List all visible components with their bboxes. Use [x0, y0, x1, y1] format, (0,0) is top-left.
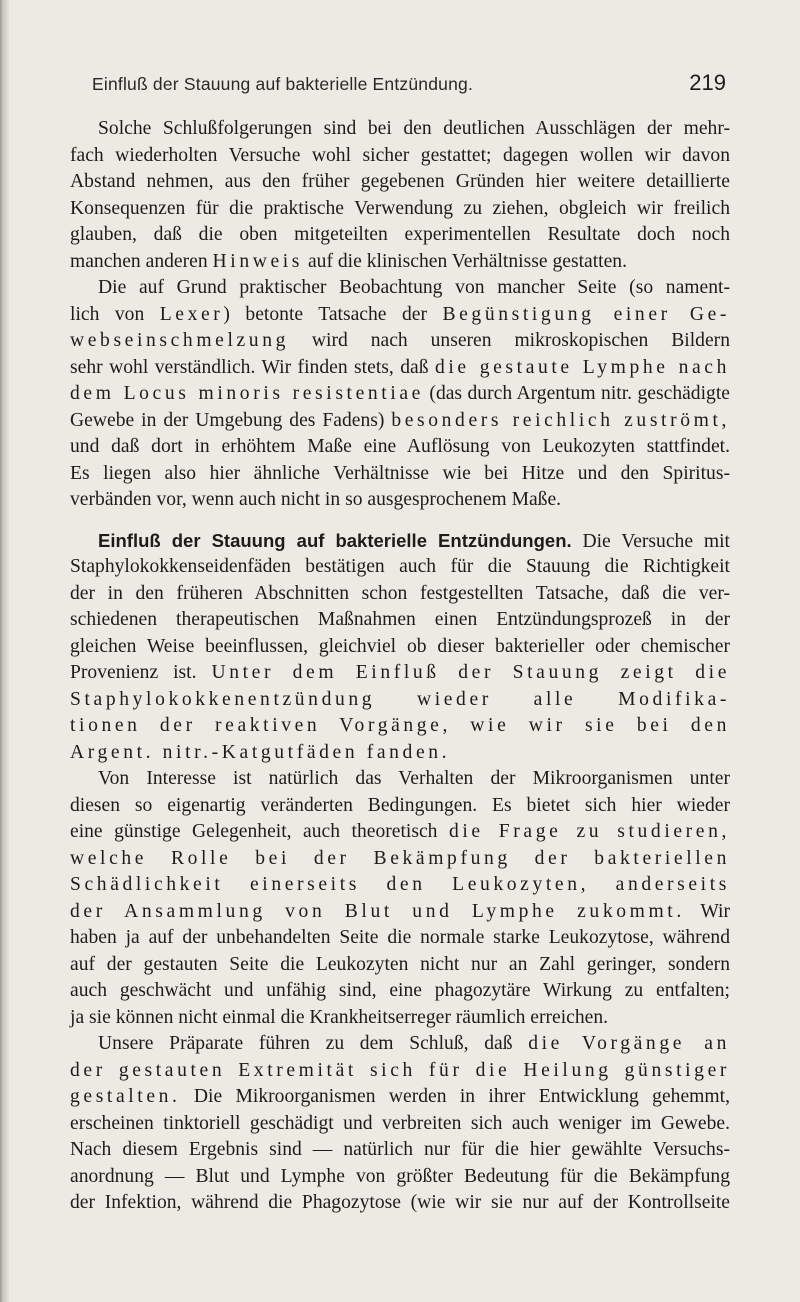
spaced-emphasis: die gestaute Lymphe nach — [434, 356, 730, 378]
text-line: webseinschmelzung wird nach unseren mikroskopischen Bildern — [70, 330, 730, 351]
spaced-emphasis: welche Rolle bei der Bekämpfung der bakteriellen — [70, 847, 730, 869]
text-line: Nach diesem Ergebnis sind — natürlich nur für die hier gewählte Versuchs- — [70, 1139, 730, 1160]
spaced-emphasis: besonders reichlich zuströmt, — [391, 409, 730, 431]
text-line: Abstand nehmen, aus den früher gegebenen Gründen hier weitere detaillierte — [70, 171, 730, 192]
page-header — [70, 70, 730, 100]
text-line: gleichen Weise beeinflussen, gleichviel ob dieser bakterieller oder chemischer — [70, 635, 730, 657]
spaced-author-name: Lexer — [159, 303, 224, 325]
text-line: ja sie können nicht einmal die Krankheitserreger räumlich erreichen. — [70, 1006, 609, 1028]
text-line — [70, 740, 730, 767]
text-line — [70, 1058, 730, 1085]
text-line: fach wiederholten Versuche wohl sicher gestattet; dagegen wollen wir davon — [70, 144, 730, 166]
page-edge-shadow — [0, 0, 9, 1302]
text-line: manchen anderen Hinweis auf die klinischen Verhältnisse gestatten. — [70, 250, 627, 272]
text-line: Einfluß der Stauung auf bakterielle Entzündungen. Die Versuche mit — [98, 529, 730, 552]
text-line: auch geschwächt und unfähig sind, eine phagozytäre Wirkung zu entfalten; — [70, 980, 730, 1001]
text-line: erscheinen tinktoriell geschädigt und verbreiten sich auch weniger im Gewebe. — [70, 1112, 730, 1134]
paragraph-1 — [70, 116, 730, 275]
text-line: dem Locus minoris resistentiae (das durch Argentum nitr. geschädigte — [70, 383, 730, 404]
text-line: eine günstige Gelegenheit, auch theoretisch die Frage zu studieren, — [70, 821, 730, 842]
text-line: Unsere Präparate führen zu dem Schluß, daß die Vorgänge an — [98, 1033, 730, 1054]
text-line: Konsequenzen für die praktische Verwendung zu ziehen, obgleich wir freilich — [70, 197, 730, 219]
text-line — [70, 713, 730, 740]
text-line: der Infektion, während die Phagozytose (wie wir sie nur auf der Kontrollseite — [70, 1192, 730, 1213]
body-text — [70, 116, 730, 1217]
text-line: Staphylokokkenseidenfäden bestätigen auch für die Stauung die Richtigkeit — [70, 556, 730, 577]
text-line: Die auf Grund praktischer Beobachtung von mancher Seite (so nament- — [98, 277, 730, 298]
text-line: auf der gestauten Seite die Leukozyten nicht nur an Zahl geringer, sondern — [70, 953, 730, 975]
text-line: Es liegen also hier ähnliche Verhältnisse wie bei Hitze und den Spiritus- — [70, 462, 730, 484]
spaced-emphasis: Schädlichkeit einerseits den Leukozyten, anderseits — [70, 874, 730, 895]
spaced-emphasis: Argent. nitr.-Katgutfäden fanden. — [70, 741, 451, 763]
text-line: der Ansammlung von Blut und Lymphe zukommt. Wir — [70, 900, 730, 922]
spaced-emphasis: Begünstigung einer Ge- — [442, 303, 730, 325]
text-line — [70, 872, 730, 899]
text-line: verbänden vor, wenn auch nicht in so ausgesprochenem Maße. — [70, 489, 562, 510]
text-line: Provenienz ist. Unter dem Einfluß der Stauung zeigt die — [70, 662, 730, 683]
text-line: glauben, daß die oben mitgeteilten experimentellen Resultate doch noch — [70, 224, 730, 245]
text-line: Solche Schlußfolgerungen sind bei den deutlichen Ausschlägen der mehr- — [98, 118, 730, 139]
spaced-emphasis: gestalten. — [70, 1086, 181, 1107]
text-line: anordnung — Blut und Lymphe von größter Bedeutung für die Bekämpfung — [70, 1165, 730, 1187]
spaced-emphasis: die Frage zu studieren, — [448, 821, 730, 842]
spaced-emphasis: dem Locus minoris resistentiae — [70, 383, 424, 404]
text-line: haben ja auf der unbehandelten Seite die normale starke Leukozytose, während — [70, 927, 730, 948]
text-line: diesen so eigenartig veränderten Bedingungen. Es bietet sich hier wieder — [70, 794, 730, 816]
text-line: schiedenen therapeutischen Maßnahmen einen Entzündungsprozeß in der — [70, 609, 730, 630]
spaced-emphasis: tionen der reaktiven Vorgänge, wie wir sie bei den — [70, 715, 730, 736]
page-number: 219 — [689, 70, 726, 95]
text-line — [70, 687, 730, 714]
spaced-emphasis: Staphylokokkenentzündung wieder alle Modifika- — [70, 688, 730, 710]
text-line — [70, 846, 730, 873]
paragraph-3 — [70, 528, 730, 767]
paragraph-2 — [70, 275, 730, 514]
text-line: gestalten. Die Mikroorganismen werden in ihrer Entwicklung gehemmt, — [70, 1086, 730, 1107]
spaced-emphasis: der Ansammlung von Blut und Lymphe zukommt. — [70, 900, 685, 922]
text-line: der in den früheren Abschnitten schon festgestellten Tatsache, daß die ver- — [70, 582, 730, 604]
paragraph-4 — [70, 766, 730, 1031]
running-title: Einfluß der Stauung auf bakterielle Entzündung. — [92, 74, 474, 94]
paragraph-5 — [70, 1031, 730, 1217]
text-line: sehr wohl verständlich. Wir finden stets, daß die gestaute Lymphe nach — [70, 356, 730, 378]
spaced-emphasis: die Vorgänge an — [528, 1033, 730, 1054]
text-line: lich von Lexer) betonte Tatsache der Begünstigung einer Ge- — [70, 303, 730, 325]
spaced-emphasis: webseinschmelzung — [70, 330, 289, 351]
text-line: und daß dort in erhöhtem Maße eine Auflösung von Leukozyten stattfindet. — [70, 436, 730, 457]
spaced-emphasis: Unter dem Einfluß der Stauung zeigt die — [211, 662, 730, 683]
section-heading: Einfluß der Stauung auf bakterielle Entzündungen. — [98, 529, 572, 551]
spaced-emphasis: Hinweis — [212, 250, 304, 272]
spaced-emphasis: der gestauten Extremität sich für die Heilung günstiger — [70, 1059, 730, 1081]
text-line: Von Interesse ist natürlich das Verhalten der Mikroorganismen unter — [98, 768, 730, 789]
text-line: Gewebe in der Umgebung des Fadens) besonders reichlich zuströmt, — [70, 409, 730, 431]
